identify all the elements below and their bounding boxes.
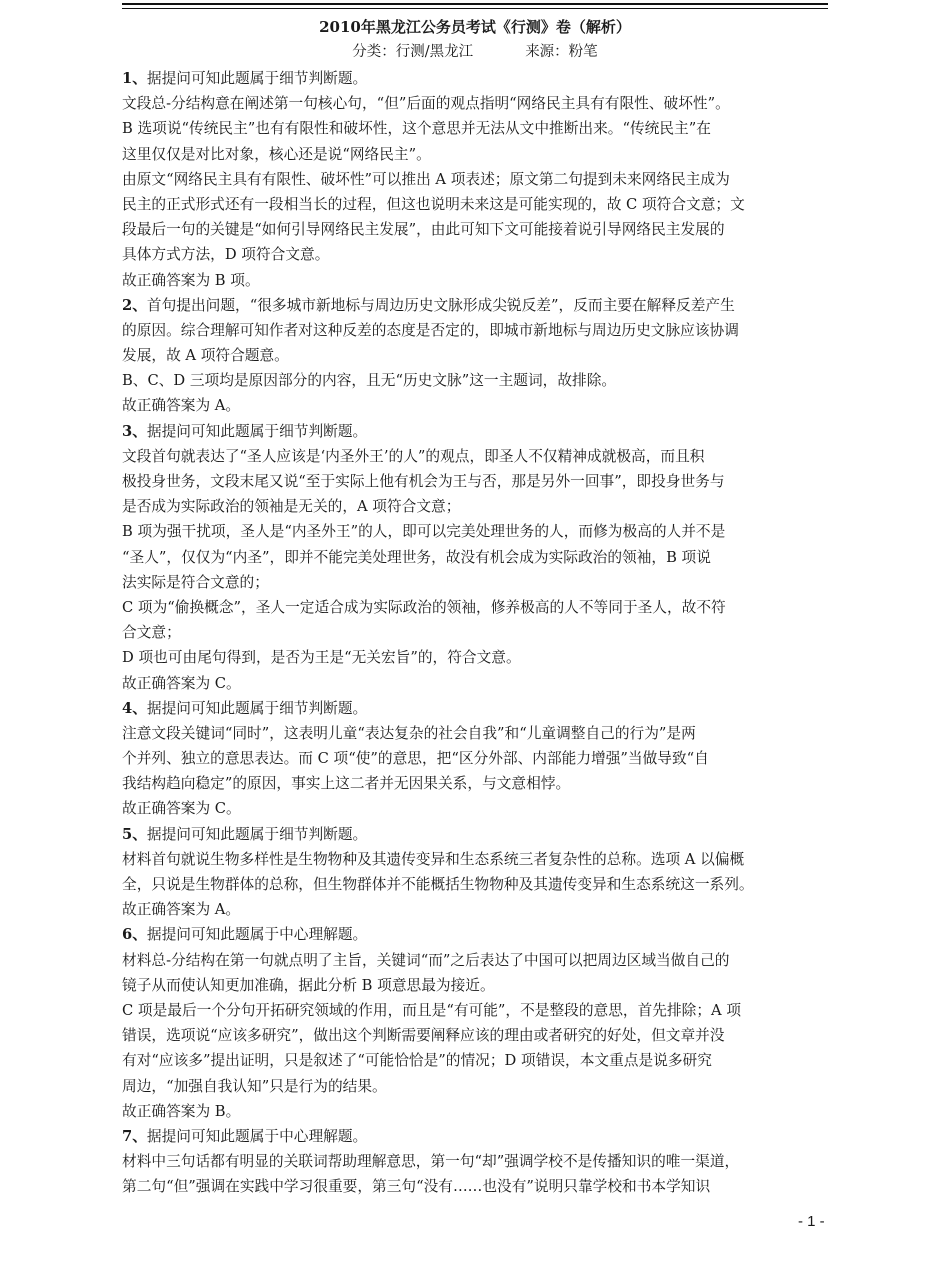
- text-line: 故正确答案为 B 项。: [122, 271, 260, 289]
- text-line: 个并列、独立的意思表达。而 C 项“使”的意思，把“区分外部、内部能力增强”当做导致“自: [122, 750, 709, 768]
- text-line: 1、据提问可知此题属于细节判断题。: [122, 70, 368, 87]
- text-line: 故正确答案为 A。: [122, 397, 241, 415]
- text-line: B、C、D 三项均是原因部分的内容，且无“历史文脉”这一主题词，故排除。: [122, 372, 617, 390]
- text-line: 故正确答案为 B。: [122, 1102, 241, 1120]
- page-number: - 1 -: [798, 1213, 825, 1230]
- text-line: 这里仅仅是对比对象，核心还是说“网络民主”。: [122, 145, 431, 163]
- text-line: 7、据提问可知此题属于中心理解题。: [122, 1127, 368, 1145]
- question-number: 1、: [122, 70, 147, 87]
- question-number: 7、: [122, 1127, 147, 1145]
- question-number: 4、: [122, 699, 147, 717]
- text-line: 错误，选项说“应该多研究”，做出这个判断需要阐释应该的理由或者研究的好处，但文章并没: [122, 1027, 725, 1045]
- question-number: 2、: [122, 296, 147, 314]
- text-line: 周边，“加强自我认知”只是行为的结果。: [122, 1077, 387, 1095]
- question-number: 3、: [122, 422, 147, 440]
- text-line: 第二句“但”强调在实践中学习很重要，第三句“没有……也没有”说明只靠学校和书本学知识: [122, 1178, 711, 1196]
- text-line: 文段总-分结构意在阐述第一句核心句，“但”后面的观点指明“网络民主具有有限性、破坏性”。: [122, 95, 730, 113]
- text-line: C 项是最后一个分句开拓研究领域的作用，而且是“有可能”，不是整段的意思，首先排除；A 项: [122, 1001, 742, 1019]
- question-number: 6、: [122, 926, 147, 944]
- text-line: 4、据提问可知此题属于细节判断题。: [122, 699, 368, 717]
- document-meta: [122, 41, 828, 63]
- text-line: B 项为强干扰项，圣人是“内圣外王”的人，即可以完美处理世务的人，而修为极高的人并不是: [122, 523, 726, 541]
- text-line: 镜子从而使认知更加准确，据此分析 B 项意思最为接近。: [122, 976, 495, 994]
- text-line: 发展，故 A 项符合题意。: [122, 347, 289, 365]
- text-line: 段最后一句的关键是“如何引导网络民主发展”，由此可知下文可能接着说引导网络民主发展的: [122, 221, 725, 239]
- text-line: 5、据提问可知此题属于细节判断题。: [122, 825, 368, 843]
- text-line: 极投身世务，文段末尾又说“至于实际上他有机会为王与否，那是另外一回事”，即投身世务与: [122, 473, 725, 490]
- text-line: 全，只说是生物群体的总称，但生物群体并不能概括生物物种及其遗传变异和生态系统这一系列。: [122, 876, 754, 893]
- text-line: 由原文“网络民主具有有限性、破坏性”可以推出 A 项表述；原文第二句提到未来网络民主成为: [122, 170, 730, 188]
- text-line: 合文意；: [122, 624, 181, 642]
- text-line: 的原因。综合理解可知作者对这种反差的态度是否定的，即城市新地标与周边历史文脉应该协调: [122, 321, 739, 339]
- text-line: 法实际是符合文意的；: [122, 573, 269, 591]
- text-line: “圣人”，仅仅为“内圣”，即并不能完美处理世务，故没有机会成为实际政治的领袖，B 项说: [122, 548, 711, 566]
- text-line: 文段首句就表达了“圣人应该是‘内圣外王’的人”的观点，即圣人不仅精神成就极高，而且积: [122, 447, 705, 465]
- document-title: 2010年黑龙江公务员考试《行测》卷（解析）: [319, 18, 631, 36]
- text-line: 有对“应该多”提出证明，只是叙述了“可能恰恰是”的情况；D 项错误，本文重点是说多研究: [122, 1052, 712, 1070]
- text-line: 3、据提问可知此题属于细节判断题。: [122, 422, 368, 440]
- header-rule-thick: [122, 3, 828, 5]
- text-line: 材料中三句话都有明显的关联词帮助理解意思，第一句“却”强调学校不是传播知识的唯一渠道，: [122, 1153, 740, 1171]
- text-line: 故正确答案为 C。: [122, 800, 241, 818]
- document-body: [122, 66, 832, 1199]
- text-line: 民主的正式形式还有一段相当长的过程，但这也说明未来这是可能实现的，故 C 项符合文意；文: [122, 195, 745, 213]
- document-category: 分类：行测/黑龙江: [352, 44, 474, 60]
- text-line: 2、首句提出问题，“很多城市新地标与周边历史文脉形成尖锐反差”，反而主要在解释反差产生: [122, 296, 735, 314]
- document-source: 来源：粉笔: [525, 44, 598, 60]
- text-line: D 项也可由尾句得到，是否为王是“无关宏旨”的，符合文意。: [122, 649, 521, 667]
- text-line: 故正确答案为 C。: [122, 674, 241, 692]
- text-line: 注意文段关键词“同时”，这表明儿童“表达复杂的社会自我”和“儿童调整自己的行为”是两: [122, 724, 696, 742]
- text-line: 我结构趋向稳定”的原因，事实上这二者并无因果关系，与文意相悖。: [122, 775, 571, 793]
- text-line: C 项为“偷换概念”，圣人一定适合成为实际政治的领袖，修养极高的人不等同于圣人，故不符: [122, 598, 726, 616]
- text-line: 故正确答案为 A。: [122, 901, 241, 919]
- text-line: B 选项说“传统民主”也有有限性和破坏性，这个意思并无法从文中推断出来。“传统民主”在: [122, 120, 711, 138]
- text-line: 是否成为实际政治的领袖是无关的，A 项符合文意；: [122, 498, 461, 516]
- text-line: 6、据提问可知此题属于中心理解题。: [122, 926, 368, 944]
- text-line: 材料首句就说生物多样性是生物物种及其遗传变异和生态系统三者复杂性的总称。选项 A 以偏概: [122, 850, 745, 868]
- text-line: 具体方式方法，D 项符合文意。: [122, 246, 330, 264]
- header-rule-thin: [122, 8, 828, 9]
- question-number: 5、: [122, 825, 147, 843]
- text-line: 材料总-分结构在第一句就点明了主旨，关键词“而”之后表达了中国可以把周边区域当做自己的: [122, 951, 730, 969]
